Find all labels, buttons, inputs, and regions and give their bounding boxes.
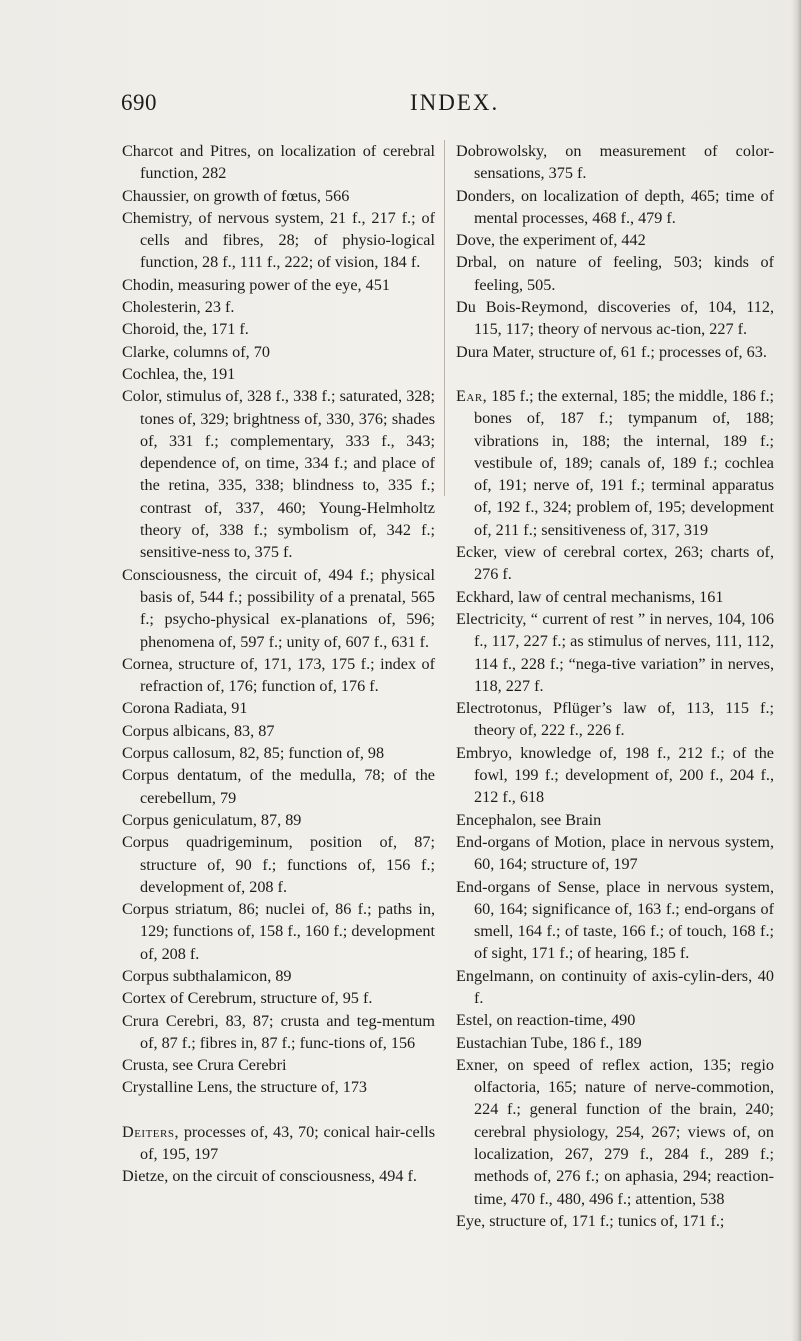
entry-text: Corpus dentatum, of the medulla, 78; of the cerebellum, 79 — [122, 766, 435, 807]
index-entry — [456, 341, 774, 363]
entry-text: Corpus subthalamicon, 89 — [122, 966, 292, 985]
index-entry — [122, 809, 435, 831]
index-entry — [456, 586, 774, 608]
entry-text: Embryo, knowledge of, 198 f., 212 f.; of the fowl, 199 f.; development of, 200 f., 204 f., 212 f., 618 — [456, 743, 774, 807]
entry-text: End-organs of Motion, place in nervous system, 60, 164; structure of, 197 — [456, 832, 774, 874]
index-entry — [456, 251, 774, 296]
index-entry — [456, 296, 774, 341]
index-entry — [122, 720, 435, 742]
index-entry — [122, 140, 435, 185]
entry-text: Cochlea, the, 191 — [122, 364, 236, 383]
entry-text: Cortex of Cerebrum, structure of, 95 f. — [122, 989, 373, 1008]
index-entry — [456, 1210, 774, 1232]
entry-text: End-organs of Sense, place in nervous system, 60, 164; significance of, 163 f.; end-organs of smell, 164 f.; of taste, 166 f.; of touch, 168 f.; of sight, 171 f.; of hearing, 185 f. — [456, 877, 774, 963]
index-entry — [122, 1054, 435, 1076]
index-entry — [456, 965, 774, 1010]
entry-text: Dobrowolsky, on measurement of color-sensations, 375 f. — [456, 142, 774, 183]
column-divider — [444, 140, 445, 496]
entry-text: Choroid, the, 171 f. — [122, 320, 249, 339]
index-entry — [456, 140, 774, 185]
index-entry — [456, 876, 774, 965]
entry-text: Drbal, on nature of feeling, 503; kinds of feeling, 505. — [456, 253, 774, 294]
entry-text: Du Bois-Reymond, discoveries of, 104, 112, 115, 117; theory of nervous ac-tion, 227 f. — [456, 298, 774, 339]
index-entry — [122, 1165, 435, 1187]
entry-text: Estel, on reaction-time, 490 — [456, 1011, 636, 1030]
index-entry — [122, 1076, 435, 1098]
entry-text: Crusta, see Crura Cerebri — [122, 1056, 287, 1075]
entry-text: Chemistry, of nervous system, 21 f., 217 f.; of cells and fibres, 28; of physio-logical function, 28 f., 111 f., 222; of vision, 184 f. — [122, 208, 435, 272]
entry-text: Electricity, “ current of rest ” in nerves, 104, 106 f., 117, 227 f.; as stimulus of nerves, 111, 112, 114 f., 228 f.; “nega-tive variation” in nerves, 118, 227 f. — [456, 609, 774, 695]
index-column-right — [456, 140, 774, 1232]
letter-section-gap — [456, 363, 774, 385]
index-column-left — [122, 140, 435, 1188]
entry-text: Donders, on localization of depth, 465; time of mental processes, 468 f., 479 f. — [456, 186, 774, 227]
entry-text: Dietze, on the circuit of consciousness, 494 f. — [122, 1167, 417, 1186]
running-title: INDEX. — [410, 90, 500, 115]
index-entry — [122, 363, 435, 385]
index-entry — [122, 296, 435, 318]
entry-text: Exner, on speed of reflex action, 135; regio olfactoria, 165; nature of nerve-commotion, 224 f.; general function of the brain, 240; cerebral physiology, 254, 267; views of, on localization, 267, 279 f., 284 f., 289 f.; methods of, 276 f.; on aphasia, 294; reaction-time, 470 f., 480, 496 f.; attention, 538 — [456, 1055, 774, 1208]
entry-text: Color, stimulus of, 328 f., 338 f.; saturated, 328; tones of, 329; brightness of, 330, 376; shades of, 331 f.; complementary, 333 f., 343; dependence of, on time, 334 f.; and place of the retina, 335, 338; blindness to, 335 f.; contrast of, 337, 460; Young-Helmholtz theory of, 338 f.; symbolism of, 342 f.; sensitive-ness to, 375 f. — [122, 387, 435, 562]
entry-text: Charcot and Pitres, on localization of cerebral function, 282 — [122, 142, 435, 183]
index-entry — [122, 697, 435, 719]
index-entry — [456, 1009, 774, 1031]
entry-text: Corpus albicans, 83, 87 — [122, 721, 275, 740]
index-entry — [122, 185, 435, 207]
index-entry — [122, 898, 435, 965]
entry-text: Eckhard, law of central mechanisms, 161 — [456, 587, 724, 606]
entry-text: Consciousness, the circuit of, 494 f.; physical basis of, 544 f.; possibility of a prenatal, 565 f.; psycho-physical ex-planations of, 596; phenomena of, 597 f.; unity of, 607 f., 631 f. — [122, 565, 435, 651]
entry-head-word: Deiters, — [122, 1122, 180, 1141]
index-entry — [122, 965, 435, 987]
entry-text: Corpus quadrigeminum, position of, 87; structure of, 90 f.; functions of, 156 f.; development of, 208 f. — [122, 833, 435, 896]
entry-text: Clarke, columns of, 70 — [122, 342, 270, 361]
entry-head-word: Ear, — [456, 386, 488, 405]
entry-text: Chodin, measuring power of the eye, 451 — [122, 275, 390, 294]
page-number: 690 — [121, 90, 157, 115]
index-entry — [122, 274, 435, 296]
entry-text: Encephalon, see Brain — [456, 810, 602, 829]
entry-text: Crystalline Lens, the structure of, 173 — [122, 1078, 368, 1097]
index-entry — [456, 697, 774, 742]
page-header — [0, 90, 801, 120]
index-entry — [122, 987, 435, 1009]
entry-text: processes of, 43, 70; conical hair-cells of, 195, 197 — [140, 1122, 435, 1164]
entry-text: 185 f.; the external, 185; the middle, 186 f.; bones of, 187 f.; tympanum of, 188; vibrations in, 188; the internal, 189 f.; vestibule of, 189; canals of, 189 f.; cochlea of, 191; nerve of, 191 f.; terminal apparatus of, 192 f., 324; problem of, 195; development of, 211 f.; sensitiveness of, 317, 319 — [474, 386, 774, 539]
entry-text: Corpus callosum, 82, 85; function of, 98 — [122, 744, 385, 763]
index-entry — [456, 742, 774, 809]
index-entry — [122, 764, 435, 809]
index-entry — [122, 1121, 435, 1166]
index-entry — [122, 341, 435, 363]
index-entry — [456, 831, 774, 876]
index-entry — [122, 318, 435, 340]
entry-text: Engelmann, on continuity of axis-cylin-ders, 40 f. — [456, 966, 774, 1007]
entry-text: Corona Radiata, 91 — [122, 699, 248, 718]
index-entry — [456, 1032, 774, 1054]
entry-text: Corpus geniculatum, 87, 89 — [122, 810, 302, 829]
index-entry — [122, 1010, 435, 1055]
index-entry — [456, 229, 774, 251]
letter-section-gap — [122, 1099, 435, 1121]
entry-text: Corpus striatum, 86; nuclei of, 86 f.; paths in, 129; functions of, 158 f., 160 f.; development of, 208 f. — [122, 900, 435, 963]
index-entry — [122, 653, 435, 698]
index-entry — [122, 564, 435, 653]
index-entry — [456, 608, 774, 697]
entry-text: Cholesterin, 23 f. — [122, 298, 235, 317]
index-entry — [456, 1054, 774, 1210]
index-entry — [122, 385, 435, 563]
entry-text: Dove, the experiment of, 442 — [456, 231, 646, 250]
entry-text: Eustachian Tube, 186 f., 189 — [456, 1033, 642, 1052]
entry-text: Eye, structure of, 171 f.; tunics of, 171 f.; — [456, 1211, 725, 1230]
entry-text: Cornea, structure of, 171, 173, 175 f.; index of refraction of, 176; function of, 176 f. — [122, 654, 435, 696]
index-entry — [456, 385, 774, 541]
index-entry — [456, 185, 774, 230]
index-entry — [456, 541, 774, 586]
entry-text: Electrotonus, Pflüger’s law of, 113, 115 f.; theory of, 222 f., 226 f. — [456, 699, 774, 740]
page-edge-shadow — [791, 0, 801, 1341]
index-entry — [122, 742, 435, 764]
index-entry — [122, 831, 435, 898]
entry-text: Dura Mater, structure of, 61 f.; processes of, 63. — [456, 342, 767, 361]
index-entry — [456, 809, 774, 831]
index-entry — [122, 207, 435, 274]
entry-text: Crura Cerebri, 83, 87; crusta and teg-mentum of, 87 f.; fibres in, 87 f.; func-tions of, 156 — [122, 1011, 435, 1052]
entry-text: Chaussier, on growth of fœtus, 566 — [122, 186, 350, 205]
entry-text: Ecker, view of cerebral cortex, 263; charts of, 276 f. — [456, 543, 774, 584]
